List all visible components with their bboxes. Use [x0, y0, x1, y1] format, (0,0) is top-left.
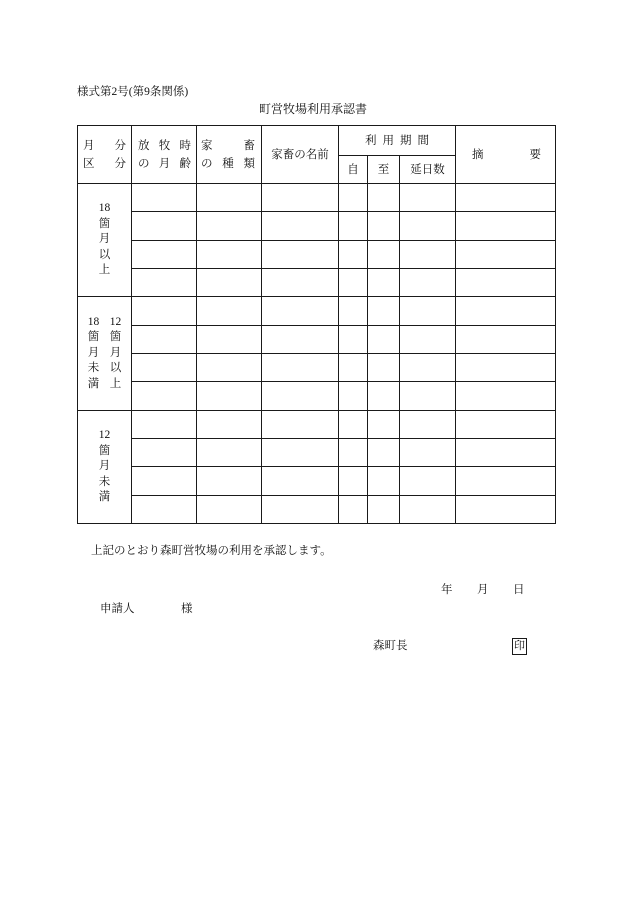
- livestock-type-cell: [197, 495, 262, 523]
- label-char: 満: [87, 377, 100, 390]
- remarks-cell: [456, 410, 556, 438]
- grazing-age-cell: [132, 184, 197, 212]
- livestock-type-cell: [197, 184, 262, 212]
- header-days: 延日数: [400, 156, 456, 184]
- to-date-cell: [368, 438, 400, 466]
- remarks-cell: [456, 212, 556, 240]
- days-cell: [400, 212, 456, 240]
- livestock-type-cell: [197, 240, 262, 268]
- grazing-age-cell: [132, 438, 197, 466]
- remarks-cell: [456, 240, 556, 268]
- header-usage-period-label: [365, 134, 429, 148]
- header-row: [78, 126, 556, 156]
- to-date-cell: [368, 495, 400, 523]
- char: 月: [158, 157, 171, 170]
- remarks-cell: [456, 495, 556, 523]
- remarks-cell: [456, 268, 556, 296]
- label-char: 月: [87, 346, 100, 359]
- header-line: [83, 137, 126, 155]
- from-date-cell: [339, 382, 368, 410]
- remarks-cell: [456, 353, 556, 381]
- age-class-cell: [78, 184, 132, 297]
- header-grazing-age: [132, 126, 197, 184]
- grazing-age-cell: [132, 212, 197, 240]
- age-class-label: [78, 201, 131, 279]
- header-livestock-type: [197, 126, 262, 184]
- from-date-cell: [339, 353, 368, 381]
- char: の: [201, 157, 213, 170]
- from-date-cell: [339, 410, 368, 438]
- days-cell: [400, 184, 456, 212]
- header-line: [138, 155, 191, 173]
- char: 類: [243, 157, 255, 170]
- char: 利: [365, 134, 377, 147]
- livestock-type-cell: [197, 268, 262, 296]
- age-class-label: [78, 428, 131, 506]
- header-line: [201, 155, 255, 173]
- char: 牧: [158, 139, 171, 152]
- table-row: [78, 382, 556, 410]
- header-to: 至: [368, 156, 400, 184]
- to-date-cell: [368, 268, 400, 296]
- applicant-honorific: 様: [181, 603, 193, 615]
- age-class-cell: [78, 297, 132, 410]
- remarks-cell: [456, 467, 556, 495]
- label-char: 以: [98, 248, 111, 261]
- label-char: 12: [98, 429, 111, 442]
- to-date-cell: [368, 325, 400, 353]
- grazing-age-cell: [132, 410, 197, 438]
- table-row: [78, 240, 556, 268]
- char: 期: [400, 134, 412, 147]
- livestock-name-cell: [262, 353, 339, 381]
- days-cell: [400, 382, 456, 410]
- to-date-cell: [368, 467, 400, 495]
- days-cell: [400, 495, 456, 523]
- age-class-column: [109, 315, 123, 393]
- grazing-age-cell: [132, 495, 197, 523]
- livestock-name-cell: [262, 495, 339, 523]
- to-date-cell: [368, 184, 400, 212]
- grazing-age-cell: [132, 297, 197, 325]
- table-row: [78, 410, 556, 438]
- label-char: 上: [109, 377, 122, 390]
- char: 分: [114, 139, 126, 152]
- label-char: 満: [98, 491, 111, 504]
- remarks-cell: [456, 325, 556, 353]
- char: 齢: [179, 157, 191, 170]
- to-date-cell: [368, 382, 400, 410]
- grazing-age-cell: [132, 325, 197, 353]
- days-cell: [400, 325, 456, 353]
- livestock-type-cell: [197, 212, 262, 240]
- header-livestock-name: 家畜の名前: [262, 126, 339, 184]
- livestock-type-cell: [197, 438, 262, 466]
- header-period-class: [78, 126, 132, 184]
- document-title: 町営牧場利用承認書: [258, 102, 367, 116]
- livestock-name-cell: [262, 438, 339, 466]
- mayor-title: 森町長: [373, 640, 408, 652]
- table-row: [78, 353, 556, 381]
- label-char: 12: [109, 315, 122, 328]
- char: 区: [83, 157, 95, 170]
- char: 分: [114, 157, 126, 170]
- from-date-cell: [339, 467, 368, 495]
- from-date-cell: [339, 240, 368, 268]
- from-date-cell: [339, 438, 368, 466]
- remarks-cell: [456, 184, 556, 212]
- approval-table: [77, 125, 556, 524]
- days-cell: [400, 353, 456, 381]
- livestock-type-cell: [197, 382, 262, 410]
- livestock-type-cell: [197, 297, 262, 325]
- livestock-name-cell: [262, 268, 339, 296]
- table-row: [78, 268, 556, 296]
- table-row: [78, 212, 556, 240]
- livestock-type-cell: [197, 410, 262, 438]
- char: の: [138, 157, 150, 170]
- table-row: [78, 184, 556, 212]
- label-char: 月: [109, 346, 122, 359]
- header-line: [138, 137, 191, 155]
- from-date-cell: [339, 268, 368, 296]
- livestock-type-cell: [197, 353, 262, 381]
- livestock-name-cell: [262, 382, 339, 410]
- days-cell: [400, 438, 456, 466]
- label-char: 月: [98, 233, 111, 246]
- remarks-cell: [456, 297, 556, 325]
- age-class-column: [98, 428, 112, 506]
- livestock-name-cell: [262, 240, 339, 268]
- days-cell: [400, 410, 456, 438]
- form-number: 様式第2号(第9条関係): [77, 86, 189, 98]
- table-row: [78, 438, 556, 466]
- livestock-name-cell: [262, 297, 339, 325]
- remarks-cell: [456, 438, 556, 466]
- grazing-age-cell: [132, 353, 197, 381]
- to-date-cell: [368, 297, 400, 325]
- header-line: [83, 155, 126, 173]
- age-class-cell: [78, 410, 132, 523]
- to-date-cell: [368, 353, 400, 381]
- from-date-cell: [339, 212, 368, 240]
- days-cell: [400, 297, 456, 325]
- approval-statement: 上記のとおり森町営牧場の利用を承認します。: [91, 545, 332, 557]
- from-date-cell: [339, 325, 368, 353]
- table-row: [78, 495, 556, 523]
- seal-mark: 印: [512, 638, 527, 655]
- label-char: 箇: [87, 331, 100, 344]
- livestock-name-cell: [262, 184, 339, 212]
- char: 用: [382, 134, 395, 147]
- char: 時: [179, 139, 191, 152]
- label-char: 18: [98, 202, 111, 215]
- age-class-label: [78, 315, 131, 393]
- from-date-cell: [339, 184, 368, 212]
- days-cell: [400, 240, 456, 268]
- label-char: 箇: [98, 217, 111, 230]
- grazing-age-cell: [132, 268, 197, 296]
- livestock-type-cell: [197, 325, 262, 353]
- label-char: 箇: [98, 444, 111, 457]
- applicant-label: 申請人: [100, 603, 135, 615]
- livestock-name-cell: [262, 467, 339, 495]
- char: 要: [529, 148, 542, 161]
- days-cell: [400, 268, 456, 296]
- label-char: 未: [98, 475, 111, 488]
- header-remarks: [456, 126, 556, 184]
- livestock-type-cell: [197, 467, 262, 495]
- char: 畜: [243, 139, 255, 152]
- label-char: 未: [87, 362, 100, 375]
- age-class-column: [98, 201, 112, 279]
- header-line: [201, 137, 255, 155]
- header-usage-period: [339, 126, 456, 156]
- table-row: [78, 325, 556, 353]
- date-day-label: 日: [513, 584, 525, 596]
- remarks-cell: [456, 382, 556, 410]
- label-char: 18: [87, 315, 100, 328]
- to-date-cell: [368, 410, 400, 438]
- livestock-name-cell: [262, 325, 339, 353]
- livestock-name-cell: [262, 410, 339, 438]
- table-row: [78, 467, 556, 495]
- char: 摘: [472, 148, 484, 161]
- to-date-cell: [368, 240, 400, 268]
- table-row: [78, 297, 556, 325]
- char: 放: [138, 139, 150, 152]
- label-char: 月: [98, 460, 111, 473]
- from-date-cell: [339, 297, 368, 325]
- char: 間: [417, 134, 430, 147]
- from-date-cell: [339, 495, 368, 523]
- header-from: 自: [339, 156, 368, 184]
- age-class-column: [87, 315, 101, 393]
- to-date-cell: [368, 212, 400, 240]
- date-year-label: 年: [441, 584, 453, 596]
- label-char: 以: [109, 362, 122, 375]
- grazing-age-cell: [132, 382, 197, 410]
- char: 種: [222, 157, 234, 170]
- header-remarks-label: [472, 146, 541, 164]
- date-month-label: 月: [477, 584, 489, 596]
- livestock-name-cell: [262, 212, 339, 240]
- days-cell: [400, 467, 456, 495]
- char: 家: [201, 139, 213, 152]
- grazing-age-cell: [132, 240, 197, 268]
- label-char: 上: [98, 264, 111, 277]
- grazing-age-cell: [132, 467, 197, 495]
- label-char: 箇: [109, 331, 122, 344]
- char: 月: [83, 139, 95, 152]
